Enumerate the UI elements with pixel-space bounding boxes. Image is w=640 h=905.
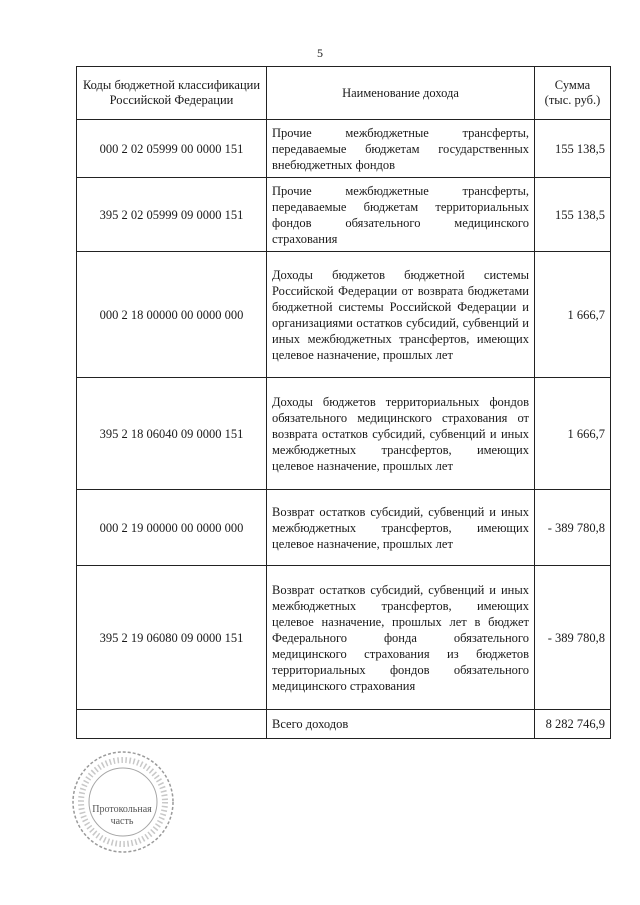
row-sum: 1 666,7 (535, 252, 611, 378)
total-label: Всего доходов (267, 710, 535, 739)
row-code: 395 2 19 06080 09 0000 151 (77, 566, 267, 710)
header-sum: Сумма (тыс. руб.) (535, 67, 611, 120)
table-row (77, 566, 611, 710)
row-sum: - 389 780,8 (535, 490, 611, 566)
row-name: Возврат остатков субсидий, субвенций и иных межбюджетных трансфертов, имеющих целевое назначение, прошлых лет (267, 490, 535, 566)
row-code: 000 2 19 00000 00 0000 000 (77, 490, 267, 566)
table-header-row (77, 67, 611, 120)
row-name: Доходы бюджетов территориальных фондов обязательного медицинского страхования от возврата остатков субсидий, субвенций и иных межбюджетных трансфертов, имеющих целевое назначение, прошлых лет (267, 378, 535, 490)
row-code: 395 2 02 05999 09 0000 151 (77, 178, 267, 252)
total-code (77, 710, 267, 739)
table-row (77, 178, 611, 252)
row-name: Прочие межбюджетные трансферты, передаваемые бюджетам территориальных фондов обязательного медицинского страхования (267, 178, 535, 252)
row-sum: - 389 780,8 (535, 566, 611, 710)
row-name: Доходы бюджетов бюджетной системы Российской Федерации от возврата бюджетами бюджетной системы Российской Федерации и организациями остатков субсидий, субвенций и иных межбюджетных трансфертов, имеющих целевое назначение, прошлых лет (267, 252, 535, 378)
stamp-line-2: часть (110, 816, 134, 827)
header-code: Коды бюджетной классификации Российской Федерации (77, 67, 267, 120)
seal-stamp (69, 748, 177, 856)
revenue-table (76, 66, 611, 739)
row-sum: 155 138,5 (535, 178, 611, 252)
table-row (77, 490, 611, 566)
row-name: Возврат остатков субсидий, субвенций и иных межбюджетных трансфертов, имеющих целевое назначение, прошлых лет в бюджет Федерального фонда обязательного медицинского страхования из бюджетов территориальных фондов обязательного медицинского страхования (267, 566, 535, 710)
total-row (77, 710, 611, 739)
table-row (77, 252, 611, 378)
table-row (77, 120, 611, 178)
row-code: 395 2 18 06040 09 0000 151 (77, 378, 267, 490)
stamp-line-1: Протокольная (92, 804, 152, 815)
row-code: 000 2 18 00000 00 0000 000 (77, 252, 267, 378)
row-name: Прочие межбюджетные трансферты, передаваемые бюджетам государственных внебюджетных фондов (267, 120, 535, 178)
row-sum: 155 138,5 (535, 120, 611, 178)
stamp-text (74, 804, 170, 828)
row-code: 000 2 02 05999 00 0000 151 (77, 120, 267, 178)
row-sum: 1 666,7 (535, 378, 611, 490)
header-name: Наименование дохода (267, 67, 535, 120)
total-sum: 8 282 746,9 (535, 710, 611, 739)
page-number: 5 (317, 46, 323, 60)
table-row (77, 378, 611, 490)
